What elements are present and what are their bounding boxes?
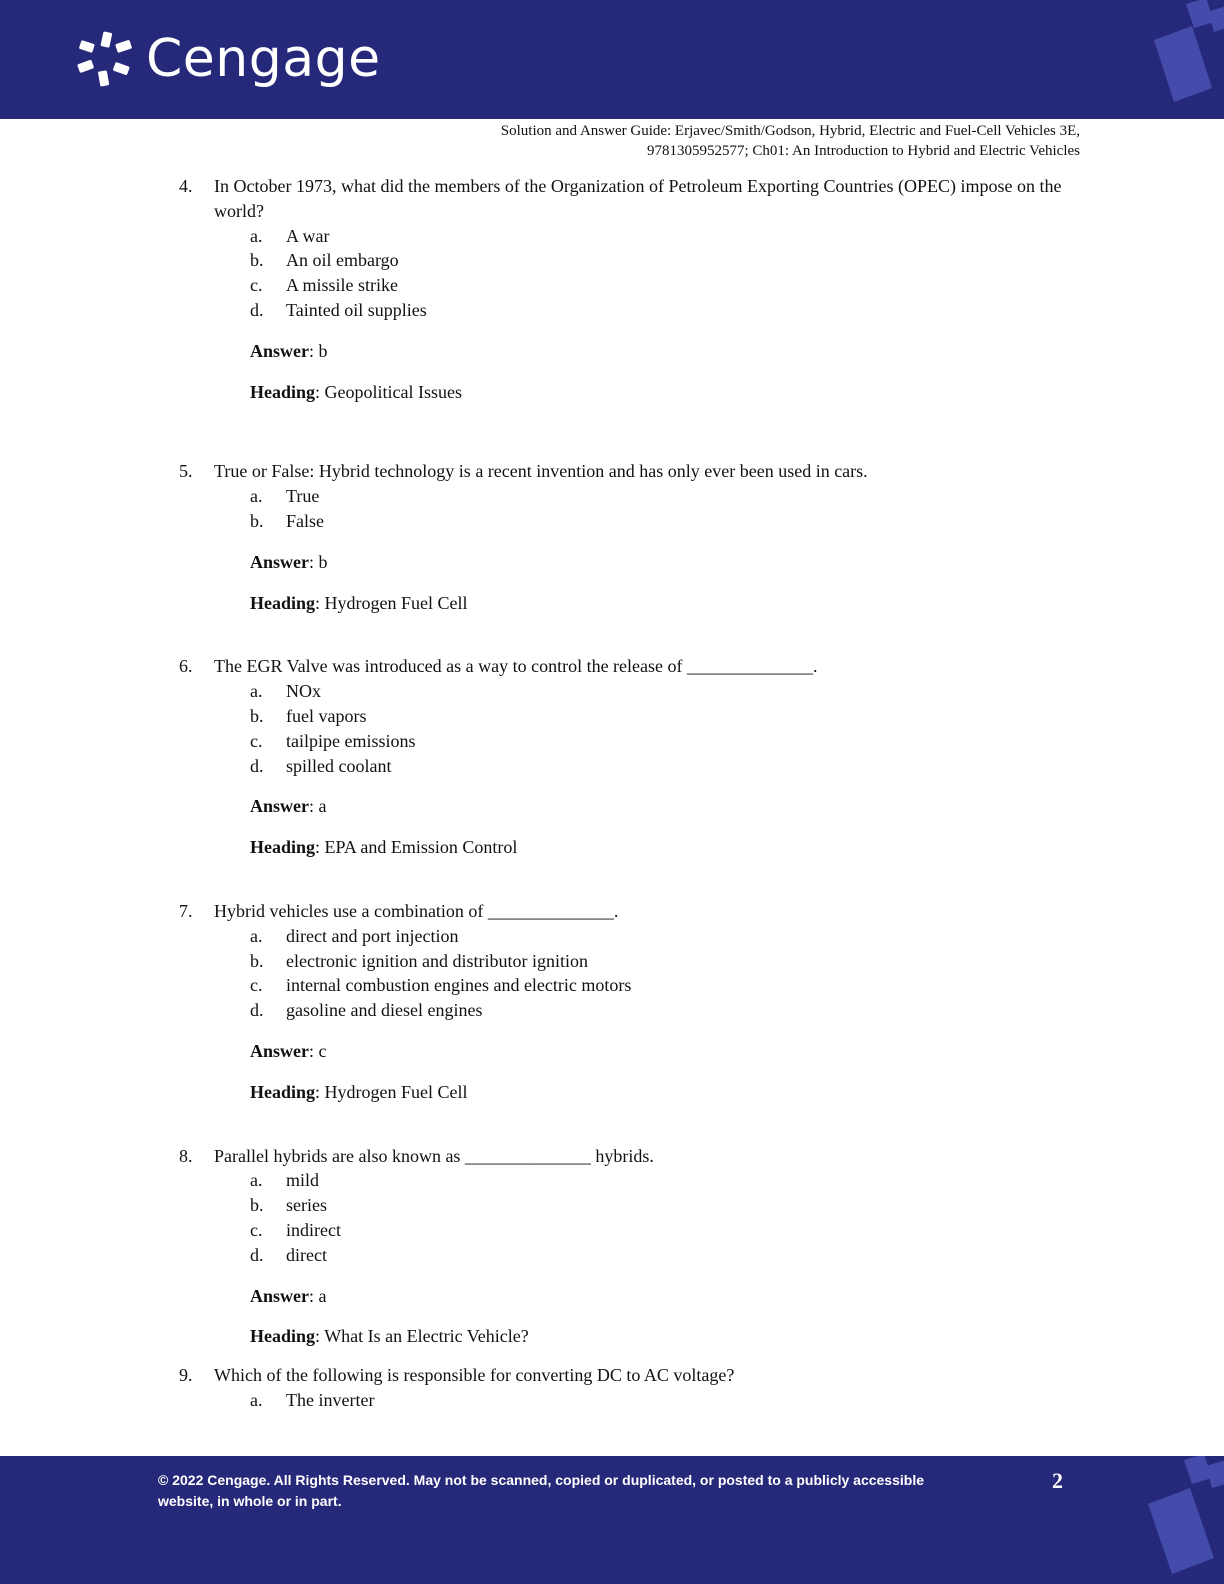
cengage-mark-icon xyxy=(74,28,136,90)
question-8 xyxy=(179,1144,1079,1350)
option-text: An oil embargo xyxy=(286,250,399,271)
brand-name: Cengage xyxy=(146,29,381,89)
option-a xyxy=(179,484,1079,509)
option-letter: d. xyxy=(250,1000,264,1021)
option-letter: d. xyxy=(250,1244,264,1265)
option-text: indirect xyxy=(286,1219,341,1240)
heading-value: : Geopolitical Issues xyxy=(315,381,462,402)
answer-value: : a xyxy=(309,1285,327,1306)
question-text: In October 1973, what did the members of the Organization of Petroleum Exporting Countries (OPEC) impose on the world? xyxy=(214,176,1062,221)
heading-label: Heading xyxy=(250,1326,316,1347)
option-text: A missile strike xyxy=(286,275,398,296)
option-text: NOx xyxy=(286,681,321,702)
option-text: direct and port injection xyxy=(286,925,459,946)
option-letter: d. xyxy=(250,755,264,776)
option-c xyxy=(179,729,1079,754)
option-b xyxy=(179,509,1079,534)
option-text: electronic ignition and distributor ignition xyxy=(286,950,588,971)
option-b xyxy=(179,248,1079,273)
option-d xyxy=(179,1243,1079,1268)
heading-line xyxy=(179,591,1079,616)
heading-label: Heading xyxy=(250,592,316,613)
heading-label: Heading xyxy=(250,381,316,402)
option-b xyxy=(179,704,1079,729)
answer-label: Answer xyxy=(250,340,309,361)
option-c xyxy=(179,973,1079,998)
option-letter: c. xyxy=(250,275,263,296)
question-number: 6. xyxy=(179,656,193,677)
option-letter: b. xyxy=(250,950,264,971)
answer-line xyxy=(179,550,1079,575)
option-letter: a. xyxy=(250,225,263,246)
answer-label: Answer xyxy=(250,1040,309,1061)
option-text: direct xyxy=(286,1244,327,1265)
answer-value: : a xyxy=(309,796,327,817)
answer-value: : b xyxy=(309,340,328,361)
heading-value: : Hydrogen Fuel Cell xyxy=(315,592,468,613)
option-a xyxy=(179,679,1079,704)
heading-line xyxy=(179,835,1079,860)
question-text: Parallel hybrids are also known as ______________ hybrids. xyxy=(214,1145,654,1166)
heading-line xyxy=(179,1080,1079,1105)
question-7 xyxy=(179,899,1079,1105)
option-text: fuel vapors xyxy=(286,705,367,726)
option-letter: b. xyxy=(250,705,264,726)
running-head xyxy=(280,121,1080,161)
option-text: internal combustion engines and electric motors xyxy=(286,975,632,996)
option-text: tailpipe emissions xyxy=(286,730,416,751)
option-text: False xyxy=(286,510,324,531)
question-text: The EGR Valve was introduced as a way to control the release of ______________. xyxy=(214,656,818,677)
option-letter: a. xyxy=(250,1389,263,1410)
option-letter: a. xyxy=(250,486,263,507)
answer-label: Answer xyxy=(250,1285,309,1306)
question-9 xyxy=(179,1363,1079,1413)
option-d xyxy=(179,298,1079,323)
cengage-logo[interactable] xyxy=(74,28,381,90)
question-4 xyxy=(179,174,1079,404)
question-5 xyxy=(179,459,1079,615)
heading-line xyxy=(179,1324,1079,1349)
option-letter: d. xyxy=(250,299,264,320)
option-letter: c. xyxy=(250,1219,263,1240)
decorative-shapes-icon xyxy=(1134,0,1224,119)
option-letter: a. xyxy=(250,681,263,702)
copyright-notice: © 2022 Cengage. All Rights Reserved. May not be scanned, copied or duplicated, or posted to a publicly accessible website, in whole or in part. xyxy=(158,1472,925,1509)
answer-value: : c xyxy=(309,1040,327,1061)
heading-line xyxy=(179,380,1079,405)
option-letter: b. xyxy=(250,510,264,531)
answer-line xyxy=(179,1284,1079,1309)
question-number: 4. xyxy=(179,176,193,196)
question-number: 9. xyxy=(179,1365,193,1386)
option-a xyxy=(179,1168,1079,1193)
running-head-line-1: Solution and Answer Guide: Erjavec/Smith/Godson, Hybrid, Electric and Fuel-Cell Vehicles 3E, xyxy=(500,123,1080,139)
option-text: A war xyxy=(286,225,330,246)
option-d xyxy=(179,998,1079,1023)
option-d xyxy=(179,754,1079,779)
question-text: Hybrid vehicles use a combination of ______________. xyxy=(214,900,619,921)
answer-line xyxy=(179,794,1079,819)
option-text: series xyxy=(286,1195,327,1216)
question-text: True or False: Hybrid technology is a recent invention and has only ever been used in cars. xyxy=(214,461,868,482)
decorative-shapes-icon xyxy=(1134,1456,1224,1584)
page-number: 2 xyxy=(1052,1468,1063,1493)
answer-line xyxy=(179,1039,1079,1064)
question-text: Which of the following is responsible for converting DC to AC voltage? xyxy=(214,1365,735,1386)
question-list xyxy=(179,174,1079,1413)
answer-value: : b xyxy=(309,551,328,572)
option-text: The inverter xyxy=(286,1389,375,1410)
option-b xyxy=(179,949,1079,974)
heading-value: : What Is an Electric Vehicle? xyxy=(315,1326,529,1347)
option-letter: c. xyxy=(250,730,263,751)
answer-label: Answer xyxy=(250,551,309,572)
option-a xyxy=(179,924,1079,949)
option-text: spilled coolant xyxy=(286,755,392,776)
option-a xyxy=(179,224,1079,249)
question-number: 8. xyxy=(179,1145,193,1166)
option-letter: c. xyxy=(250,975,263,996)
option-letter: b. xyxy=(250,1195,264,1216)
question-number: 5. xyxy=(179,461,193,482)
option-letter: a. xyxy=(250,1170,263,1191)
answer-label: Answer xyxy=(250,796,309,817)
option-text: mild xyxy=(286,1170,320,1191)
answer-line xyxy=(179,339,1079,364)
question-6 xyxy=(179,654,1079,860)
heading-label: Heading xyxy=(250,837,316,858)
heading-value: : EPA and Emission Control xyxy=(315,837,518,858)
option-text: True xyxy=(286,486,320,507)
header-band xyxy=(0,0,1224,119)
option-letter: b. xyxy=(250,250,264,271)
running-head-line-2: 9781305952577; Ch01: An Introduction to Hybrid and Electric Vehicles xyxy=(647,143,1080,159)
heading-label: Heading xyxy=(250,1081,316,1102)
question-number: 7. xyxy=(179,900,193,921)
option-a xyxy=(179,1388,1079,1413)
heading-value: : Hydrogen Fuel Cell xyxy=(315,1081,468,1102)
option-text: Tainted oil supplies xyxy=(286,299,427,320)
option-c xyxy=(179,1218,1079,1243)
option-b xyxy=(179,1193,1079,1218)
option-c xyxy=(179,273,1079,298)
option-letter: a. xyxy=(250,925,263,946)
option-text: gasoline and diesel engines xyxy=(286,1000,483,1021)
